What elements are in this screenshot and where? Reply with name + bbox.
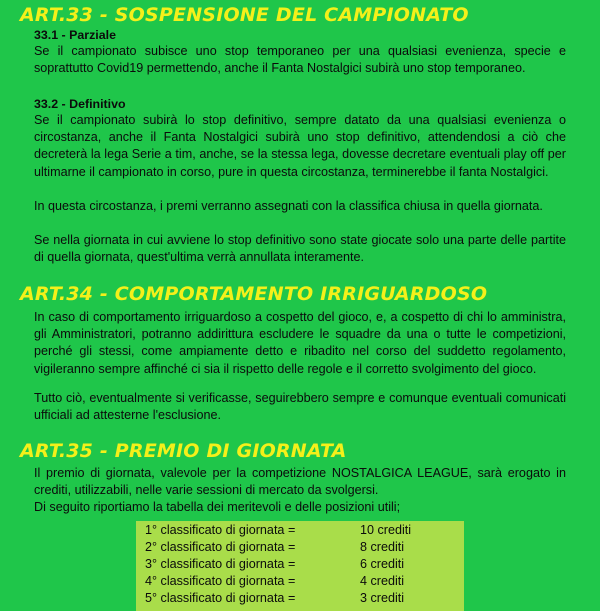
art33-sub2-heading: 33.2 - Definitivo bbox=[34, 97, 126, 111]
prize-value: 10 crediti bbox=[360, 523, 412, 537]
art34-paragraph-1: In caso di comportamento irriguardoso a cospetto del gioco, e, a cospetto di chi lo amministra, gli Amministratori, potranno addirittura escludere le squadre da una o tutte le competizioni, perché gli stessi, come ampiamente detto e ribadito nel corso del suddetto regolamento, vigileranno sempre affinché ci sia il rispetto delle regole e il corretto svolgimento del gioco. bbox=[34, 310, 566, 376]
prize-position: 3° classificato di giornata = bbox=[145, 557, 296, 571]
prize-table-row bbox=[136, 573, 464, 590]
prize-position: 5° classificato di giornata = bbox=[145, 591, 296, 605]
art33-sub1-heading: 33.1 - Parziale bbox=[34, 28, 116, 42]
art35-heading: ART.35 - PREMIO DI GIORNATA bbox=[20, 440, 347, 462]
prize-position: 2° classificato di giornata = bbox=[145, 540, 296, 554]
art35-paragraph-2: Di seguito riportiamo la tabella dei meritevoli e delle posizioni utili; bbox=[34, 500, 401, 514]
art33-paragraph-4: Se nella giornata in cui avviene lo stop definitivo sono state giocate solo una parte delle partite di quella giornata, quest'ultima verrà annullata interamente. bbox=[34, 233, 566, 265]
prize-value: 8 crediti bbox=[360, 540, 405, 554]
prize-table-row bbox=[136, 556, 464, 573]
prize-table-row bbox=[136, 539, 464, 556]
art33-heading: ART.33 - SOSPENSIONE DEL CAMPIONATO bbox=[20, 4, 469, 26]
prize-value: 4 crediti bbox=[360, 574, 405, 588]
prize-table-row bbox=[136, 590, 464, 607]
art33-paragraph-3: In questa circostanza, i premi verranno assegnati con la classifica chiusa in quella giornata. bbox=[34, 199, 543, 213]
prize-value: 6 crediti bbox=[360, 557, 405, 571]
art34-paragraph-2: Tutto ciò, eventualmente si verificasse, seguirebbero sempre e comunque eventuali comunicati ufficiali ad attesterne l'esclusione. bbox=[34, 391, 566, 423]
art35-paragraph-1: Il premio di giornata, valevole per la competizione NOSTALGICA LEAGUE, sarà erogato in crediti, utilizzabili, nelle varie sessioni di mercato da svolgersi. bbox=[34, 466, 566, 498]
prize-value: 3 crediti bbox=[360, 591, 405, 605]
prize-position: 4° classificato di giornata = bbox=[145, 574, 296, 588]
prize-table-row bbox=[136, 522, 464, 539]
art33-paragraph-1: Se il campionato subisce uno stop temporaneo per una qualsiasi evenienza, specie e soprattutto Covid19 permettendo, anche il Fanta Nostalgici subirà uno stop temporaneo. bbox=[34, 44, 566, 76]
art34-heading: ART.34 - COMPORTAMENTO IRRIGUARDOSO bbox=[20, 283, 488, 305]
prize-table bbox=[136, 521, 464, 611]
art33-paragraph-2: Se il campionato subirà lo stop definitivo, sempre datato da una qualsiasi evenienza o circostanza, anche il Fanta Nostalgici subirà uno stop definitivo, attendendosi a ciò che decreterà la lega Serie a tim, anche, se la stessa lega, dovesse decretare eventuali play off per ultimarne il campionato in corso, pure in questa circostanza, terminerebbe il fanta Nostalgici. bbox=[34, 113, 566, 179]
prize-position: 1° classificato di giornata = bbox=[145, 523, 296, 537]
